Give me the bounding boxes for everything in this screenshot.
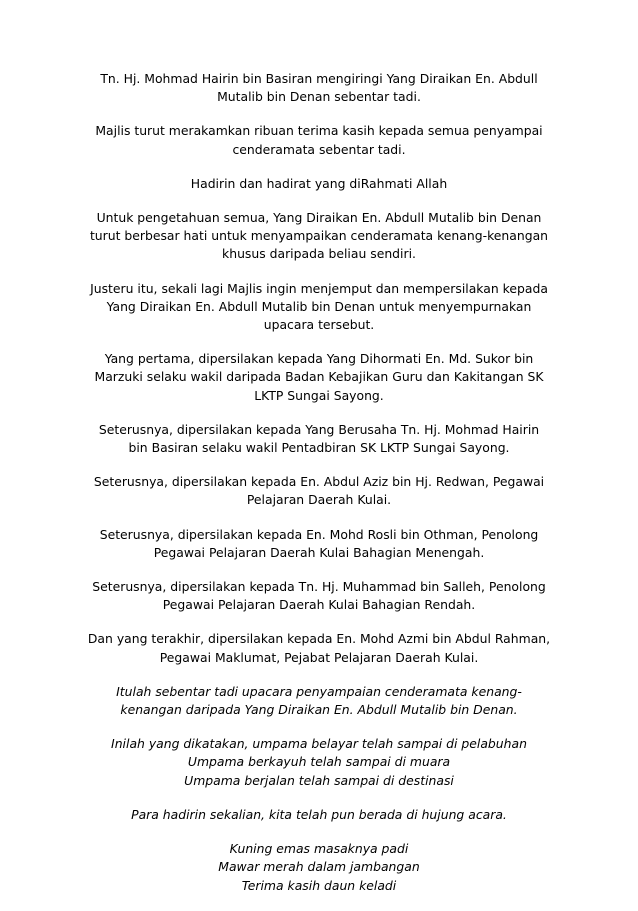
text-line: Pelajaran Daerah Kulai. <box>246 492 392 508</box>
text-line: Pegawai Maklumat, Pejabat Pelajaran Daerah Kulai. <box>159 649 479 665</box>
text-line: bin Basiran selaku wakil Pentadbiran SK LKTP Sungai Sayong. <box>128 440 510 456</box>
text-line: khusus daripada beliau sendiri. <box>222 246 416 262</box>
text-line: Itulah sebentar tadi upacara penyampaian cenderamata kenang- <box>116 683 522 699</box>
text-line: kenangan daripada Yang Diraikan En. Abdull Mutalib bin Denan. <box>120 702 518 718</box>
paragraph-proverb <box>66 735 572 790</box>
paragraph-invitation <box>66 280 572 335</box>
text-line: Mutalib bin Denan sebentar tadi. <box>217 89 421 105</box>
paragraph-fourth-recipient <box>66 526 572 562</box>
text-line: Pegawai Pelajaran Daerah Kulai Bahagian Menengah. <box>153 544 485 560</box>
paragraph-thanks <box>66 122 572 158</box>
text-line: Tn. Hj. Mohmad Hairin bin Basiran mengiringi Yang Diraikan En. Abdull <box>100 71 538 86</box>
paragraph-escort <box>66 70 572 106</box>
text-line: upacara tersebut. <box>263 317 375 333</box>
text-line: Justeru itu, sekali lagi Majlis ingin menjemput dan mempersilakan kepada <box>90 280 548 296</box>
text-line: Untuk pengetahuan semua, Yang Diraikan En. Abdull Mutalib bin Denan <box>96 210 542 226</box>
document-page <box>66 70 572 911</box>
paragraph-fifth-recipient <box>66 578 572 614</box>
paragraph-closing <box>66 806 572 824</box>
text-line: Seterusnya, dipersilakan kepada Tn. Hj. Muhammad bin Salleh, Penolong <box>92 579 546 595</box>
text-line: Dan yang terakhir, dipersilakan kepada En. Mohd Azmi bin Abdul Rahman, <box>87 631 551 647</box>
text-line: Majlis turut merakamkan ribuan terima kasih kepada semua penyampai <box>95 123 543 139</box>
text-line: Seterusnya, dipersilakan kepada En. Mohd Rosli bin Othman, Penolong <box>99 526 539 542</box>
text-line: Marzuki selaku wakil daripada Badan Kebajikan Guru dan Kakitangan SK <box>94 369 544 385</box>
text-line: Yang pertama, dipersilakan kepada Yang Dihormati En. Md. Sukor bin <box>104 351 534 367</box>
text-line: Umpama berkayuh telah sampai di muara <box>187 754 451 770</box>
text-line: Inilah yang dikatakan, umpama belayar telah sampai di pelabuhan <box>111 736 527 752</box>
text-line: Kuning emas masaknya padi <box>229 841 409 857</box>
text-line: LKTP Sungai Sayong. <box>254 387 384 403</box>
text-line: Hadirin dan hadirat yang diRahmati Allah <box>190 175 448 191</box>
paragraph-third-recipient <box>66 473 572 509</box>
paragraph-greeting <box>66 175 572 193</box>
text-line: Yang Diraikan En. Abdull Mutalib bin Denan untuk menyempurnakan <box>106 298 532 314</box>
text-line: cenderamata sebentar tadi. <box>232 141 406 157</box>
text-line: Mawar merah dalam jambangan <box>218 859 420 875</box>
paragraph-second-recipient <box>66 421 572 457</box>
paragraph-last-recipient <box>66 630 572 666</box>
text-line: Terima kasih daun keladi <box>241 877 397 893</box>
text-line: Para hadirin sekalian, kita telah pun berada di hujung acara. <box>131 806 507 822</box>
paragraph-conclusion <box>66 683 572 719</box>
paragraph-first-recipient <box>66 350 572 405</box>
text-line: Seterusnya, dipersilakan kepada En. Abdul Aziz bin Hj. Redwan, Pegawai <box>93 474 545 490</box>
text-line: turut berbesar hati untuk menyampaikan cenderamata kenang-kenangan <box>89 228 549 244</box>
paragraph-pantun <box>66 840 572 895</box>
text-line: Pegawai Pelajaran Daerah Kulai Bahagian Rendah. <box>162 597 476 613</box>
text-line: Seterusnya, dipersilakan kepada Yang Berusaha Tn. Hj. Mohmad Hairin <box>98 421 540 437</box>
text-line: Umpama berjalan telah sampai di destinasi <box>184 772 454 788</box>
paragraph-information <box>66 209 572 264</box>
